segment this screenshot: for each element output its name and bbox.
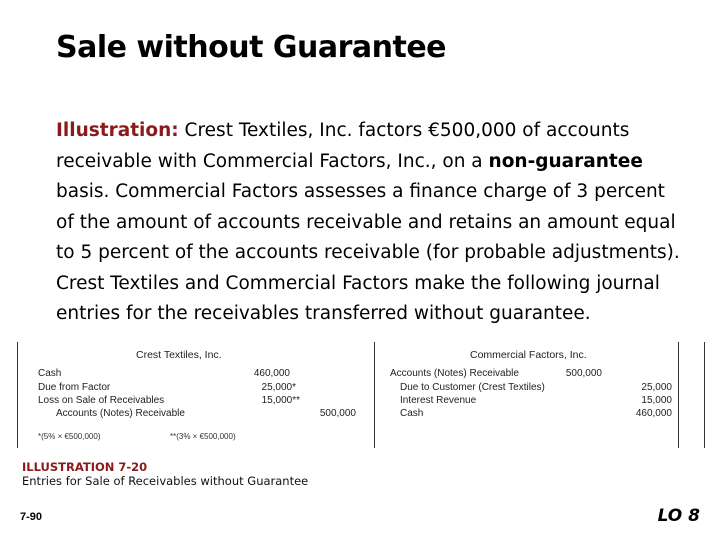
illustration-caption-text: Entries for Sale of Receivables without Guarantee (22, 474, 309, 488)
right-row-account: Due to Customer (Crest Textiles) (400, 382, 545, 393)
paragraph-text-1: Crest Textiles, Inc. factors €500,000 of accounts receivable with Commercial Factors, Inc., on a (56, 120, 630, 172)
paragraph-text-2: basis. Commercial Factors assesses a finance charge of 3 percent of the amount of accounts receivable and retains an amount equal to 5 percent of the accounts receivable (for probable adjustments). Crest Textiles and Commercial Factors make the following journal entries for the receivables transferred without guarantee. (56, 181, 680, 324)
table-edge-divider (704, 342, 705, 448)
left-row-debit: 15,000** (261, 395, 300, 406)
illustration-label: Illustration: (56, 120, 179, 141)
right-row-account: Interest Revenue (400, 395, 477, 406)
right-row-account: Accounts (Notes) Receivable (390, 368, 519, 379)
left-row-account: Cash (38, 368, 62, 379)
footnote-due-from-factor: *(5% × €500,000) (38, 432, 101, 441)
left-row-credit: 500,000 (319, 408, 356, 419)
left-row-account: Due from Factor (38, 382, 111, 393)
left-row-debit: 460,000 (253, 368, 290, 379)
left-row-account: Accounts (Notes) Receivable (56, 408, 185, 419)
illustration-paragraph (56, 116, 684, 344)
commercial-factors-panel (380, 342, 679, 448)
journal-entries-table (0, 342, 720, 450)
left-row-account: Loss on Sale of Receivables (38, 395, 165, 406)
left-row-debit: 25,000* (261, 382, 296, 393)
right-row-credit: 25,000 (641, 382, 672, 393)
learning-objective-label: LO 8 (657, 506, 700, 526)
right-row-debit: 500,000 (565, 368, 602, 379)
slide-number: 7-90 (20, 511, 43, 523)
footnote-loss-on-sale: **(3% × €500,000) (170, 432, 236, 441)
right-row-credit: 460,000 (635, 408, 672, 419)
commercial-factors-header: Commercial Factors, Inc. (470, 349, 587, 361)
paragraph-bold-term: non-guarantee (488, 150, 643, 172)
crest-textiles-panel (17, 342, 375, 448)
right-row-credit: 15,000 (641, 395, 672, 406)
illustration-caption-label: ILLUSTRATION 7-20 (22, 460, 148, 474)
right-row-account: Cash (400, 408, 424, 419)
slide-title: Sale without Guarantee (56, 30, 447, 65)
crest-textiles-header: Crest Textiles, Inc. (136, 349, 222, 361)
